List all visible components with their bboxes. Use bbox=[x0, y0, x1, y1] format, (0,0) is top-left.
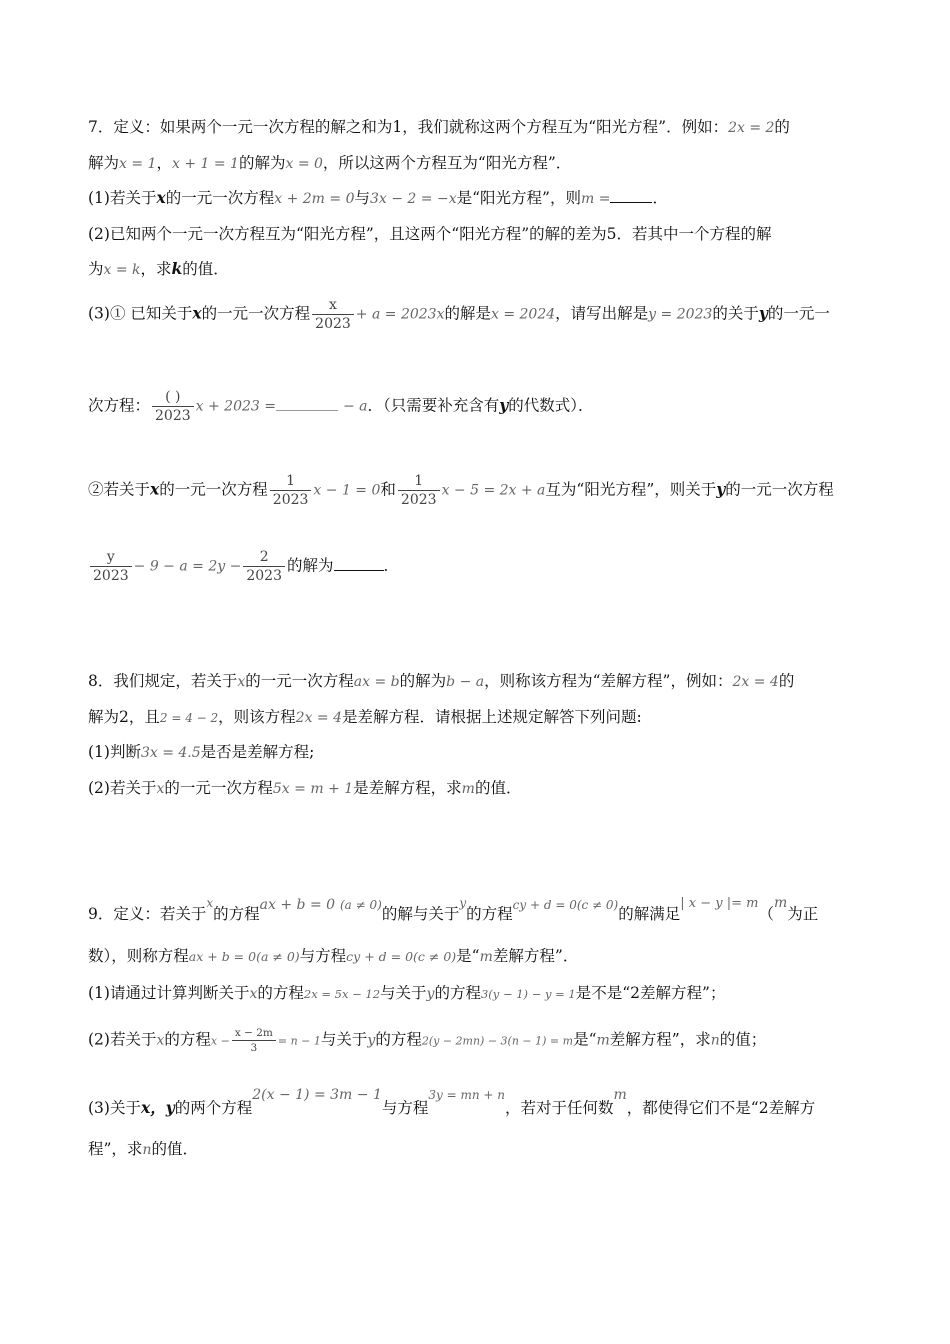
text: ，所以这两个方程互为“阳光方程”． bbox=[322, 154, 572, 172]
math: x = k bbox=[103, 262, 141, 278]
text: 解为2，且 bbox=[88, 708, 160, 726]
var: y bbox=[716, 479, 726, 499]
text: 的解为 bbox=[399, 672, 447, 690]
text: ，求 bbox=[140, 260, 172, 278]
math: 2x = 5x − 12 bbox=[303, 987, 381, 1001]
math: b − a bbox=[446, 674, 485, 690]
text: 是否是差解方程; bbox=[200, 743, 315, 761]
text: 是差解方程，求 bbox=[353, 779, 462, 797]
text: 是差解方程．请根据上述规定解答下列问题: bbox=[342, 708, 642, 726]
text: 是“ bbox=[456, 947, 480, 965]
math: 3(y − 1) − y = 1 bbox=[480, 987, 576, 1001]
math: x − bbox=[210, 1034, 230, 1048]
math: 3y = mn + n bbox=[428, 1088, 505, 1102]
math: x − 5 = 2x + a bbox=[441, 482, 546, 499]
text: 的一元一次方程 bbox=[164, 779, 273, 797]
text: (2)已知两个一元一次方程互为“阳光方程”，且这两个“阳光方程”的解的差为5．若其中一个方程的解 bbox=[88, 225, 772, 243]
text: ． bbox=[652, 189, 668, 207]
text: 的 bbox=[774, 118, 790, 136]
math: 3x − 2 = −x bbox=[370, 191, 457, 207]
math: + a = 2023x bbox=[355, 306, 445, 323]
math: 2x = 4 bbox=[732, 674, 779, 690]
var: k bbox=[171, 259, 183, 278]
math: y bbox=[426, 986, 435, 1002]
math: m bbox=[596, 1032, 610, 1049]
q7-part3-line1 bbox=[88, 296, 860, 333]
text: 的一元一次方程 bbox=[201, 304, 311, 323]
math: 2x = 4 bbox=[295, 710, 343, 726]
text: 次方程： bbox=[88, 396, 151, 415]
text: 7．定义：如果两个一元一次方程的解之和为1，我们就称这两个方程互为“阳光方程”．例如： bbox=[88, 118, 729, 136]
fraction bbox=[398, 472, 440, 509]
text: 的方程 bbox=[213, 905, 260, 923]
text: 的一元一次方程 bbox=[159, 480, 268, 499]
text: 是“ bbox=[573, 1030, 597, 1049]
numerator: 1 bbox=[270, 472, 312, 491]
math: ax = b bbox=[353, 674, 400, 690]
text: 的值； bbox=[719, 1030, 767, 1049]
q7-part1 bbox=[88, 187, 860, 210]
q7-part3-item2-line2 bbox=[88, 548, 860, 585]
text: 的一元一次方程 bbox=[725, 480, 834, 499]
q8-line1 bbox=[88, 670, 860, 693]
text: ，都使得它们不是“2差解方 bbox=[626, 1099, 816, 1117]
math: 2(y − 2mn) − 3(n − 1) = m bbox=[421, 1034, 574, 1048]
text: (2)若关于 bbox=[88, 1030, 157, 1049]
q7-part2-line2 bbox=[88, 258, 860, 281]
text: 的一元一次方程 bbox=[245, 672, 354, 690]
text: 差解方程”． bbox=[492, 947, 579, 965]
text: 8．我们规定，若关于 bbox=[88, 672, 238, 690]
math: 2x = 2 bbox=[728, 120, 775, 136]
text: 与方程 bbox=[299, 947, 347, 965]
q7-part2-line1 bbox=[88, 223, 860, 245]
math: ax + b = 0(a ≠ 0) bbox=[188, 949, 300, 964]
denominator: 2023 bbox=[155, 408, 191, 424]
math: x + 2m = 0 bbox=[274, 191, 355, 207]
math: x = 0 bbox=[285, 156, 323, 172]
text: 的代数式）． bbox=[508, 396, 594, 415]
answer-blank[interactable] bbox=[276, 396, 338, 411]
text: ． bbox=[383, 556, 400, 575]
text: ．（只需要补充含有 bbox=[367, 396, 500, 415]
var: x，y bbox=[140, 1098, 175, 1117]
math: m bbox=[461, 781, 475, 797]
fraction bbox=[152, 388, 194, 425]
math: − a bbox=[342, 398, 368, 415]
text: 的解满足 bbox=[618, 905, 681, 923]
text: 与 bbox=[354, 189, 370, 207]
text: 差解方程”，求 bbox=[609, 1030, 711, 1049]
text: 的解为 bbox=[286, 556, 334, 575]
math: m bbox=[479, 949, 493, 965]
text: （ bbox=[758, 905, 774, 923]
text: 互为“阳光方程”，则关于 bbox=[545, 480, 717, 499]
math: x − 1 = 0 bbox=[313, 482, 381, 499]
text: (2)若关于 bbox=[88, 779, 157, 797]
text: 的解为 bbox=[238, 154, 286, 172]
q8-part1 bbox=[88, 741, 860, 764]
q7-part3-line2 bbox=[88, 388, 860, 425]
math: cy + d = 0(c ≠ 0) bbox=[512, 898, 619, 912]
text: 的方程 bbox=[257, 984, 304, 1002]
math: 5x = m + 1 bbox=[272, 781, 354, 797]
math: 2(x − 1) = 3m − 1 bbox=[252, 1087, 382, 1103]
math: (a ≠ 0) bbox=[339, 898, 382, 912]
math: | x − y |= m bbox=[680, 896, 759, 911]
text: ， bbox=[156, 154, 172, 172]
answer-blank[interactable] bbox=[334, 556, 384, 571]
text: 数），则称方程 bbox=[88, 947, 189, 965]
q9-part3-line2 bbox=[88, 1138, 860, 1161]
text: 程”，求 bbox=[88, 1140, 143, 1158]
math: ax + b = 0 bbox=[259, 897, 336, 913]
math: x = 2024 bbox=[491, 306, 556, 323]
text: 的值． bbox=[151, 1140, 198, 1158]
fraction bbox=[243, 548, 285, 585]
math: = n − 1 bbox=[277, 1034, 321, 1048]
text: 与关于 bbox=[380, 984, 427, 1002]
text: ，则称该方程为“差解方程”，例如： bbox=[484, 672, 733, 690]
q7-line1 bbox=[88, 116, 860, 139]
text: (1)若关于 bbox=[88, 189, 157, 207]
math: m bbox=[773, 895, 788, 911]
text: 为正 bbox=[787, 905, 819, 923]
math: n bbox=[710, 1032, 720, 1049]
answer-blank[interactable] bbox=[610, 188, 652, 203]
text: 是“阳光方程”，则 bbox=[456, 189, 581, 207]
denominator: 2023 bbox=[246, 568, 282, 584]
text: 与方程 bbox=[381, 1099, 429, 1117]
text: (3)① 已知关于 bbox=[88, 304, 193, 323]
fraction bbox=[232, 1026, 276, 1055]
text: 为 bbox=[88, 260, 104, 278]
text: 9．定义：若关于 bbox=[88, 905, 207, 923]
q9-line2 bbox=[88, 945, 860, 968]
var: y bbox=[758, 303, 768, 323]
var: y bbox=[499, 395, 509, 415]
math: y bbox=[459, 896, 467, 910]
math: m = bbox=[580, 191, 611, 207]
q7-line2 bbox=[88, 152, 860, 175]
text: 是不是“2差解方程”； bbox=[575, 984, 726, 1002]
text: ，则该方程 bbox=[218, 708, 296, 726]
math: x bbox=[249, 986, 258, 1002]
text: 的值． bbox=[182, 260, 229, 278]
q9-part2 bbox=[88, 1026, 860, 1055]
math: cy + d = 0(c ≠ 0) bbox=[346, 949, 457, 964]
text: 的值． bbox=[474, 779, 522, 797]
text: ，若对于任何数 bbox=[505, 1099, 614, 1117]
math: m bbox=[613, 1087, 627, 1103]
var: x bbox=[192, 303, 202, 323]
math: x + 1 = 1 bbox=[171, 156, 239, 172]
text: 的关于 bbox=[712, 304, 759, 323]
text: 的方程 bbox=[164, 1030, 211, 1049]
q9-line1 bbox=[88, 892, 860, 925]
text: 的一元一 bbox=[767, 304, 830, 323]
q8-line2 bbox=[88, 706, 860, 729]
math: x bbox=[237, 674, 246, 690]
math: x bbox=[156, 1032, 165, 1049]
text: 的方程 bbox=[375, 1030, 422, 1049]
math: n bbox=[142, 1142, 152, 1158]
numerator: y bbox=[90, 548, 132, 567]
text: 与关于 bbox=[320, 1030, 368, 1049]
numerator: x − 2m bbox=[232, 1026, 276, 1041]
fraction bbox=[312, 296, 354, 333]
denominator: 3 bbox=[250, 1042, 258, 1054]
fraction bbox=[90, 548, 132, 585]
q9-part1 bbox=[88, 982, 860, 1005]
text: 的方程 bbox=[466, 905, 513, 923]
denominator: 2023 bbox=[400, 492, 437, 508]
numerator: x bbox=[312, 296, 354, 315]
math: x bbox=[206, 896, 214, 910]
fraction bbox=[270, 472, 312, 509]
text: (1)请通过计算判断关于 bbox=[88, 984, 250, 1002]
denominator: 2023 bbox=[315, 316, 351, 332]
math: x bbox=[156, 781, 165, 797]
text: 的一元一次方程 bbox=[165, 189, 275, 207]
denominator: 2023 bbox=[93, 568, 129, 584]
q8-part2 bbox=[88, 777, 860, 800]
math: x + 2023 = bbox=[195, 398, 276, 415]
math: 2 = 4 − 2 bbox=[159, 711, 219, 725]
text: 的两个方程 bbox=[174, 1099, 253, 1117]
q7-part3-item2-line1 bbox=[88, 472, 860, 509]
denominator: 2023 bbox=[272, 492, 309, 508]
numerator[interactable]: ( ) bbox=[152, 388, 194, 407]
numerator: 1 bbox=[398, 472, 440, 491]
text: ②若关于 bbox=[88, 480, 151, 499]
text: 和 bbox=[380, 480, 396, 499]
text: 的 bbox=[778, 672, 795, 690]
q9-part3-line1 bbox=[88, 1084, 860, 1119]
text: 解为 bbox=[88, 154, 120, 172]
math: y = 2023 bbox=[648, 306, 713, 323]
var: x bbox=[156, 188, 166, 207]
math: − 9 − a = 2y − bbox=[133, 558, 242, 575]
math: x = 1 bbox=[119, 156, 157, 172]
text: ，请写出解是 bbox=[555, 304, 649, 323]
text: (3)关于 bbox=[88, 1099, 141, 1117]
numerator: 2 bbox=[243, 548, 285, 567]
text: 的解是 bbox=[444, 304, 491, 323]
text: (1)判断 bbox=[88, 743, 141, 761]
math: y bbox=[367, 1032, 376, 1049]
var: x bbox=[150, 479, 160, 499]
text: 的解与关于 bbox=[381, 905, 460, 923]
math: 3x = 4.5 bbox=[140, 745, 201, 761]
text: 的方程 bbox=[434, 984, 481, 1002]
